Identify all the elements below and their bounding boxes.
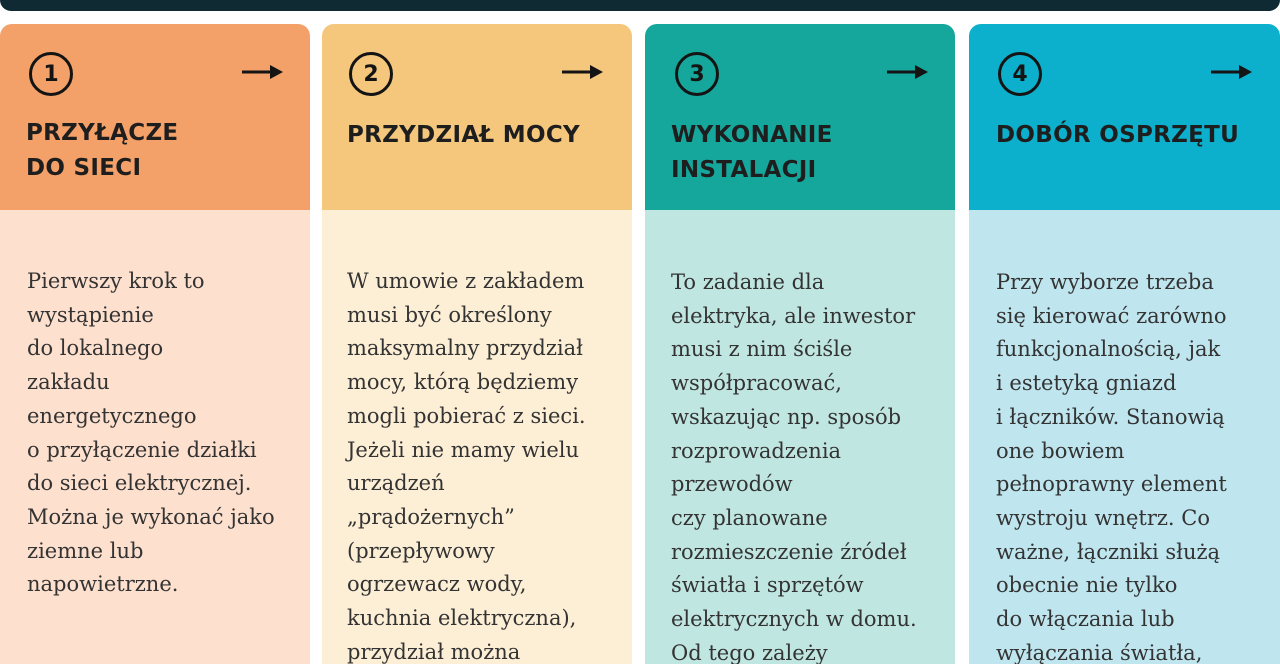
arrow-right-icon [240,62,284,82]
step-number-3: 3 [675,52,719,96]
step-title-4: DOBÓR OSPRZĘTU [996,122,1240,148]
arrow-right-icon [560,62,604,82]
step-card-3 [645,24,955,664]
step-text-1: Pierwszy krok to wystąpienie do lokalnego zakładu energetycznego o przyłączenie działki do sieci elektrycznej. Można je wykonać jako ziemne lub napowietrzne. [27,269,275,597]
step-card-1 [0,24,310,664]
step-card-2-header [322,24,632,210]
step-number-2: 2 [349,52,393,96]
step-card-3-body [645,210,955,664]
step-card-3-header [645,24,955,210]
step-card-1-body [0,210,310,664]
step-text-2: W umowie z zakładem musi być określony maksymalny przydział mocy, którą będziemy mogli pobierać z sieci. Jeżeli nie mamy wielu urządzeń „prądożernych” (przepływowy ogrzewacz wody, kuchnia elektryczna), przydział można [347,269,586,664]
step-card-4 [969,24,1280,664]
step-text-4: Przy wyborze trzeba się kierować zarówno funkcjonalnością, jak i estetyką gniazd i łączników. Stanowią one bowiem pełnoprawny element wystroju wnętrz. Co ważne, łączniki służą obecnie nie tylko do włączania lub wyłączania światła, [996,270,1227,664]
arrow-right-icon [1209,62,1253,82]
step-card-1-header [0,24,310,210]
step-card-4-body [969,210,1280,664]
step-text-3: To zadanie dla elektryka, ale inwestor musi z nim ściśle współpracować, wskazując np. sposób rozprowadzenia przewodów czy planowane rozmieszczenie źródeł światła i sprzętów elektrycznych w domu. Od tego zależy [671,270,917,664]
step-card-2 [322,24,632,664]
step-number-1: 1 [29,52,73,96]
step-title-1: PRZYŁĄCZE DO SIECI [26,120,179,181]
step-card-4-header [969,24,1280,210]
step-card-2-body [322,210,632,664]
arrow-right-icon [885,62,929,82]
step-number-4: 4 [998,52,1042,96]
top-bar [0,0,1280,11]
step-title-3: WYKONANIE INSTALACJI [671,122,833,183]
step-title-2: PRZYDZIAŁ MOCY [347,122,580,148]
